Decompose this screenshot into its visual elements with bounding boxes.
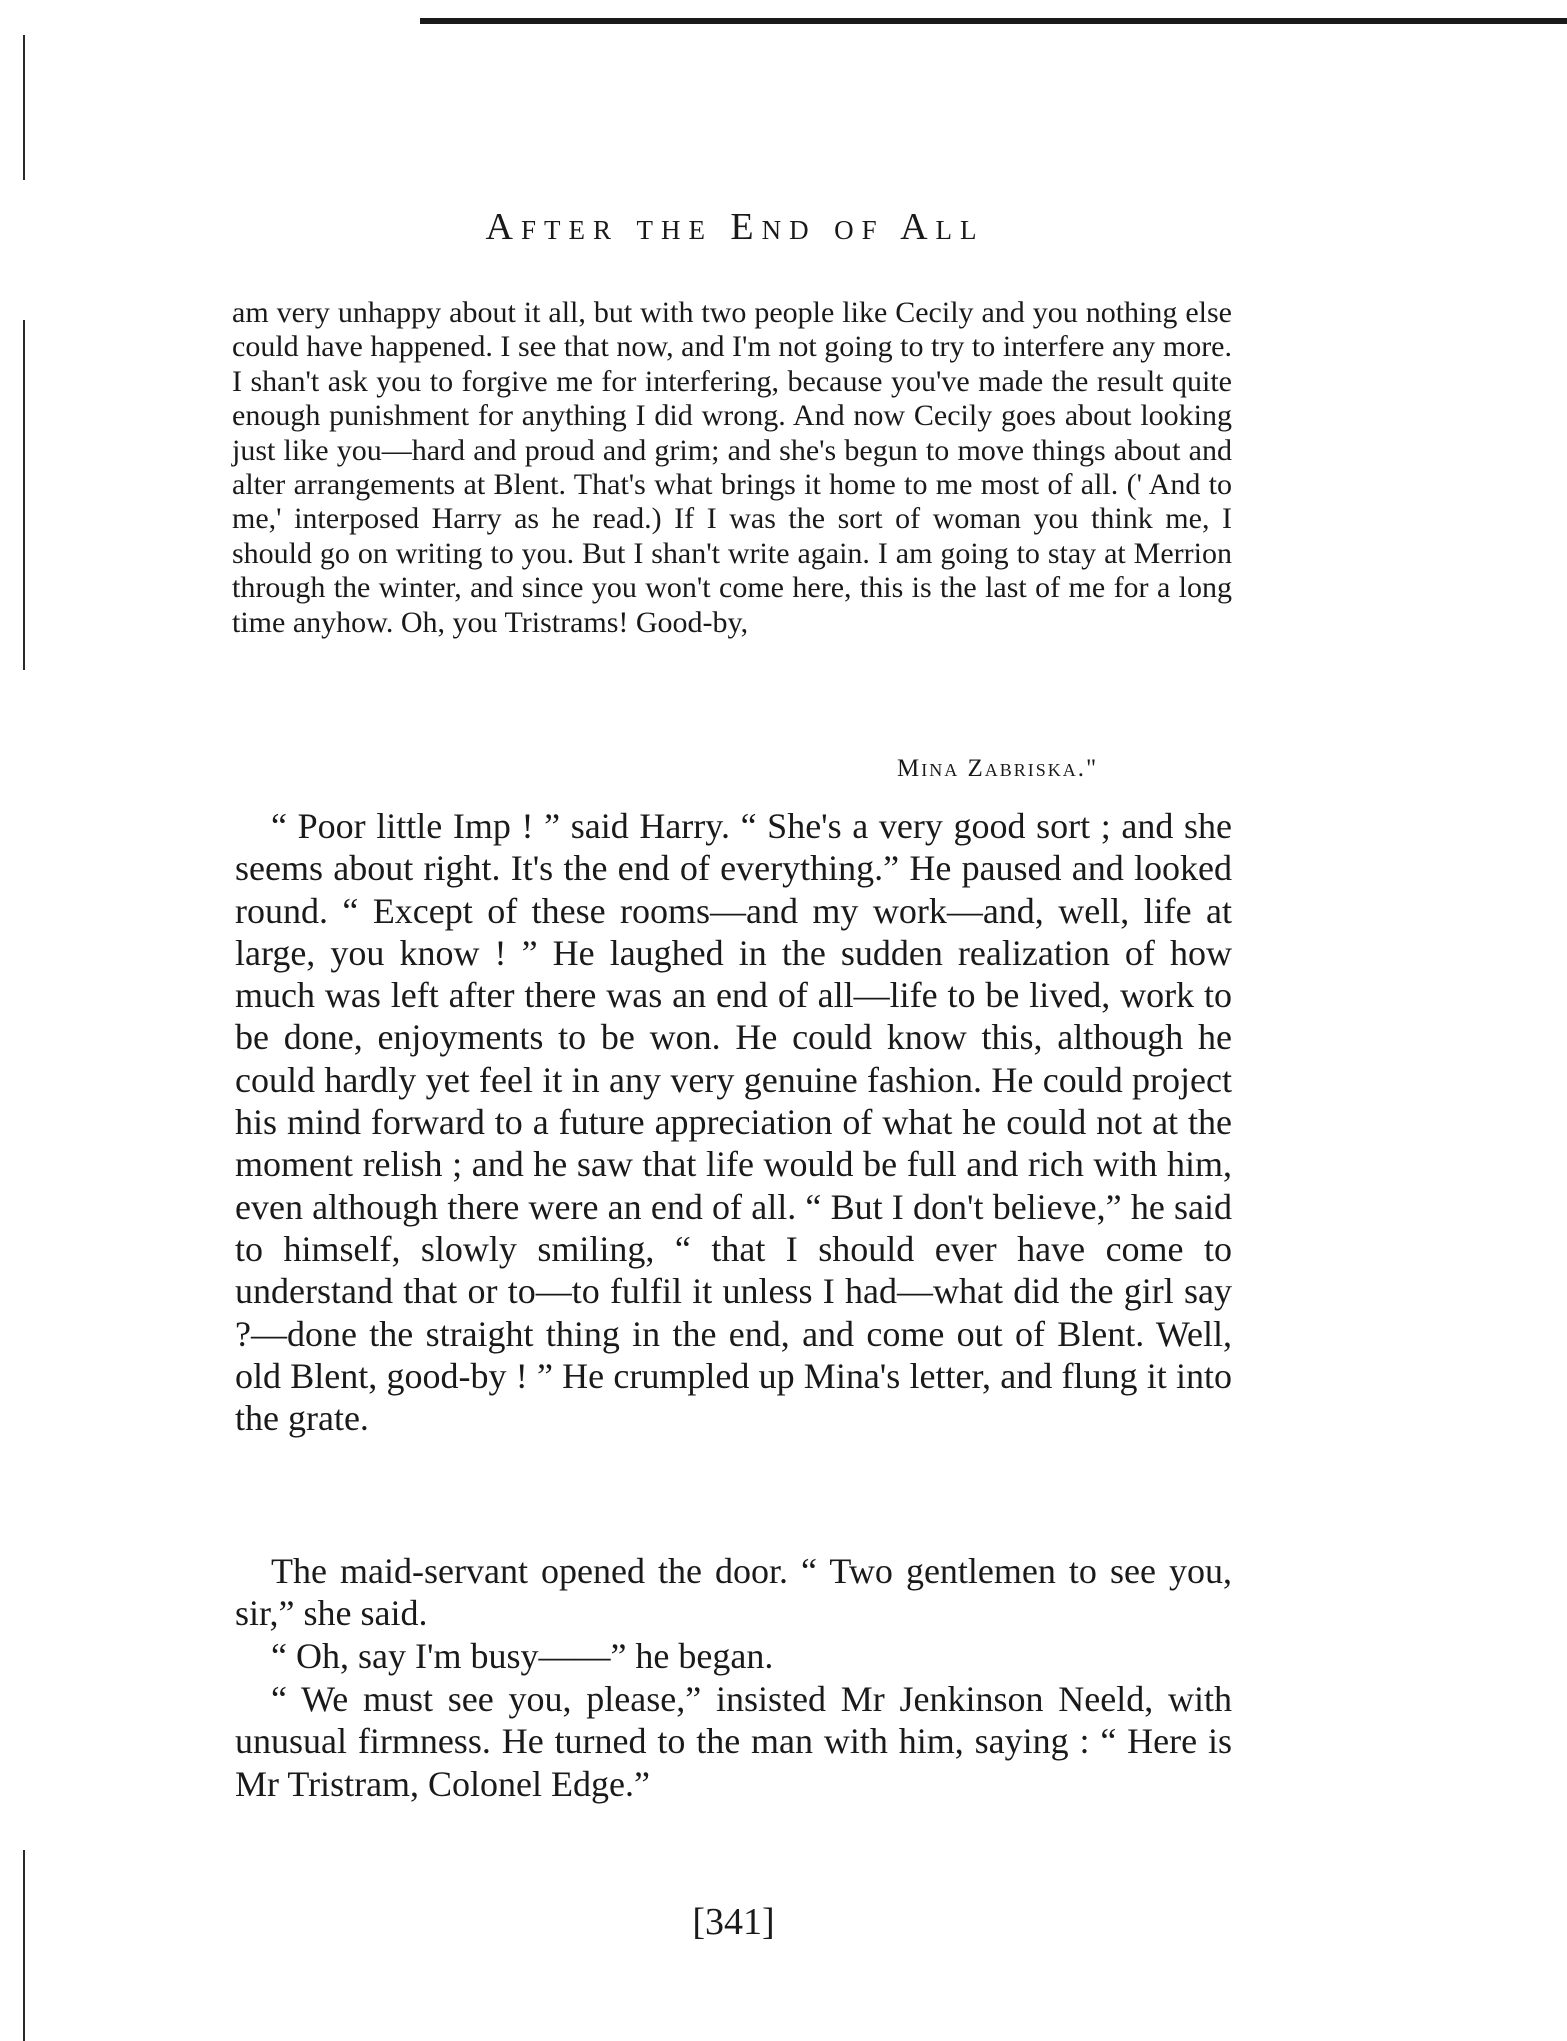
letter-signature: Mina Zabriska." <box>897 755 1099 782</box>
paragraph: “ Poor little Imp ! ” said Harry. “ She's a very good sort ; and she seems about right. It's the end of everything.” He paused and looked round. “ Except of these rooms—and my work—and, well, life at large, you know ! ” He laughed in the sudden realization of how much was left after there was an end of all—life to be lived, work to be done, enjoyments to be won. He could know this, although he could hardly yet feel it in any very genuine fashion. He could project his mind forward to a future appreciation of what he could not at the moment relish ; and he saw that life would be full and rich with him, even although there were an end of all. “ But I don't believe,” he said to himself, slowly smiling, “ that I should ever have come to understand that or to—to fulfil it unless I had—what did the girl say ?—done the straight thing in the end, and come out of Blent. Well, old Blent, good-by ! ” He crumpled up Mina's letter, and flung it into the grate. <box>235 806 1232 1439</box>
page-number: [341] <box>692 1901 775 1943</box>
margin-rule <box>23 35 25 180</box>
paragraph: “ Oh, say I'm busy——” he began. <box>271 1636 774 1676</box>
top-rule <box>420 18 1567 24</box>
letter-body: am very unhappy about it all, but with two people like Cecily and you nothing else could have happened. I see that now, and I'm not going to try to interfere any more. I shan't ask you to forgive me for interfering, because you've made the result quite enough punishment for anything I did wrong. And now Cecily goes about looking just like you—hard and proud and grim; and she's begun to move things about and alter arrangements at Blent. That's what brings it home to me most of all. (' And to me,' interposed Harry as he read.) If I was the sort of woman you think me, I should go on writing to you. But I shan't write again. I am going to stay at Merrion through the winter, and since you won't come here, this is the last of me for a long time anyhow. Oh, you Tristrams! Good-by, <box>232 296 1232 639</box>
paragraph: “ We must see you, please,” insisted Mr Jenkinson Neeld, with unusual firmness. He turned to the man with him, saying : “ Here is Mr Tristram, Colonel Edge.” <box>235 1679 1232 1804</box>
margin-rule <box>23 1850 25 2041</box>
margin-rule <box>23 320 25 670</box>
running-head: After the End of All <box>485 206 985 248</box>
paragraph: The maid-servant opened the door. “ Two gentlemen to see you, sir,” she said. <box>235 1551 1232 1634</box>
